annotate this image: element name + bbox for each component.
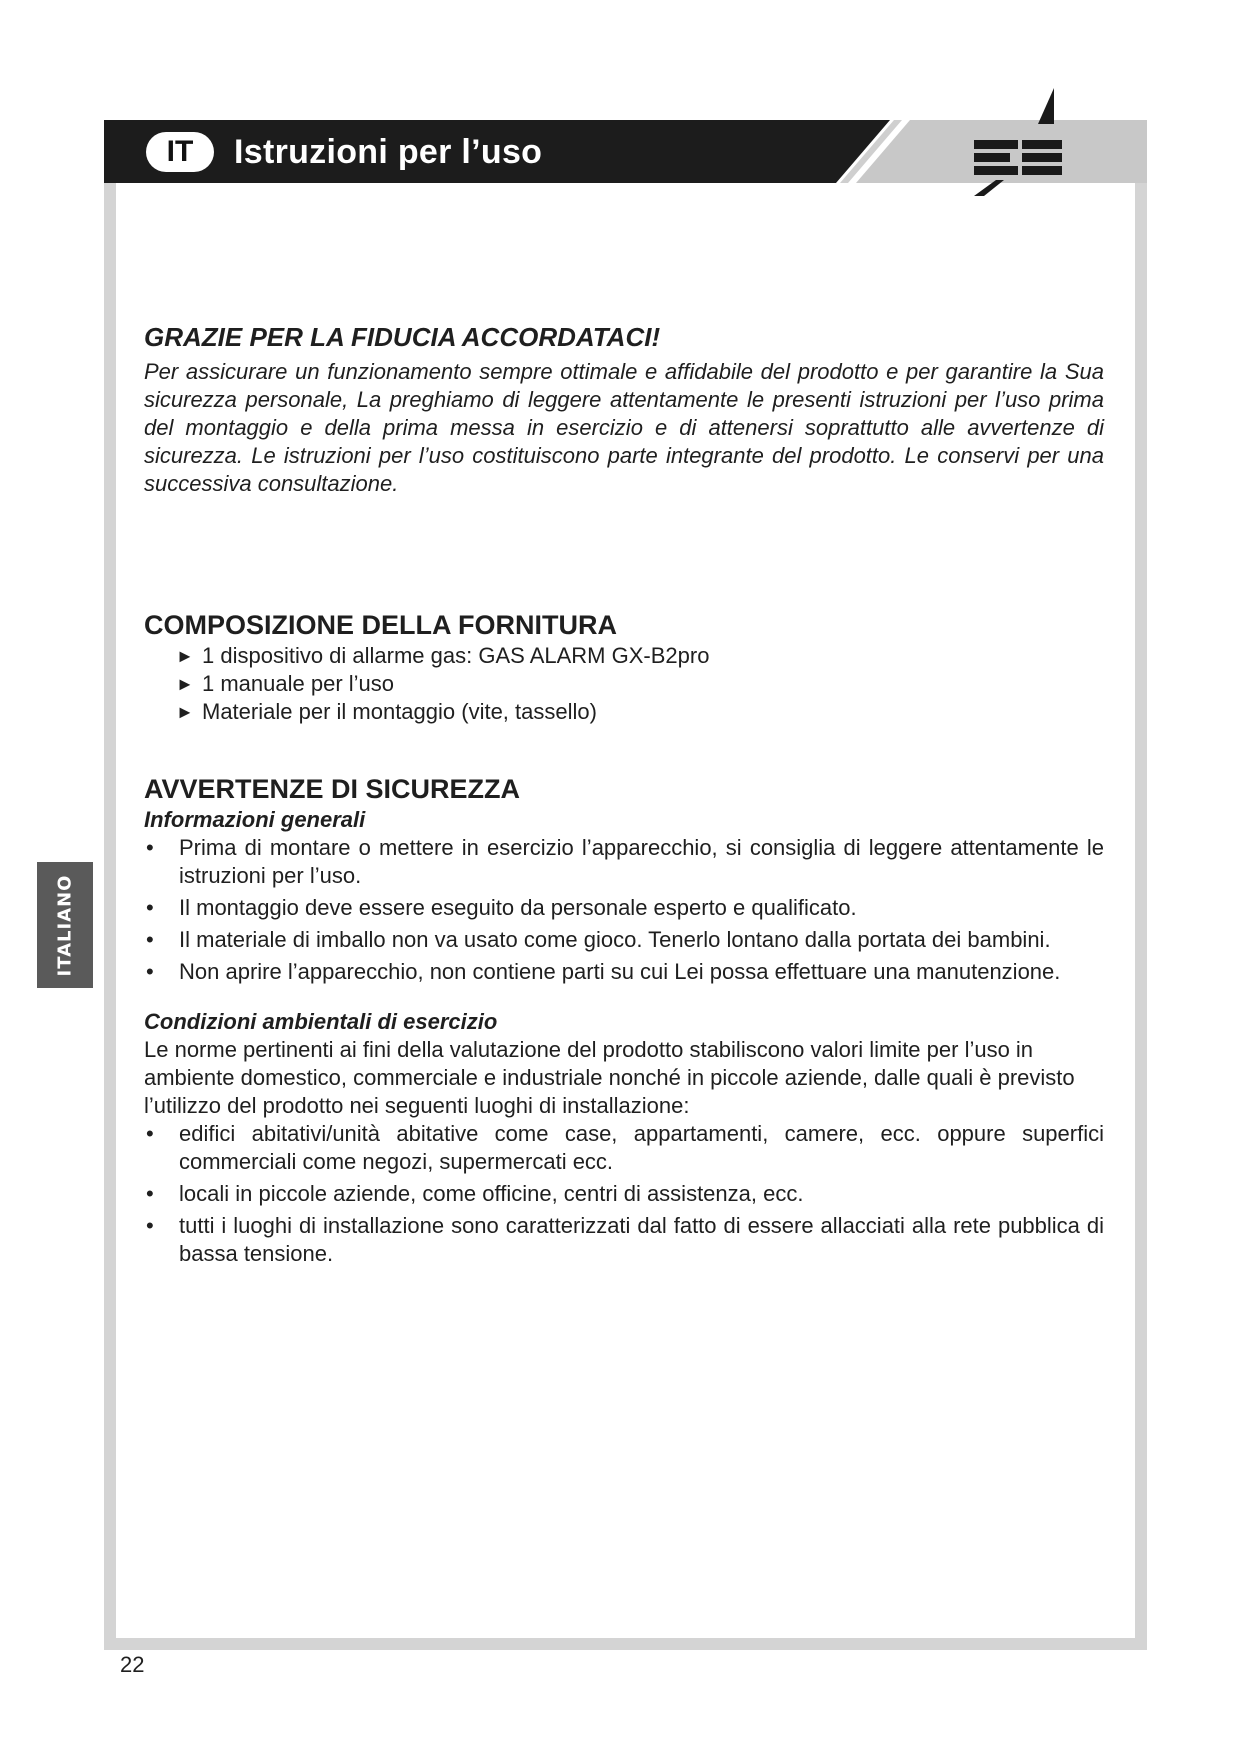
brand-logo — [960, 88, 1072, 201]
list-item-text: tutti i luoghi di installazione sono caratterizzati dal fatto di essere allacciati alla rete pubblica di bassa tensione. — [179, 1213, 1104, 1266]
language-side-tab — [37, 862, 93, 988]
bullet-icon: • — [146, 1181, 154, 1206]
list-item — [144, 894, 1104, 922]
general-info-list — [144, 834, 1104, 986]
page-number: 22 — [120, 1652, 145, 1677]
page-title: Istruzioni per l’uso — [234, 133, 543, 171]
bullet-icon: • — [146, 835, 154, 860]
list-item — [144, 958, 1104, 986]
intro-section — [144, 320, 1104, 498]
bullet-icon: • — [146, 927, 154, 952]
list-item — [144, 834, 1104, 890]
list-item-text: Non aprire l’apparecchio, non contiene parti su cui Lei possa effettuare una manutenzione. — [179, 959, 1061, 984]
intro-title: GRAZIE PER LA FIDUCIA ACCORDATACI! — [144, 322, 661, 352]
list-item — [144, 1120, 1104, 1176]
supply-title: COMPOSIZIONE DELLA FORNITURA — [144, 610, 617, 640]
list-item-text: Il materiale di imballo non va usato come gioco. Tenerlo lontano dalla portata dei bambini. — [179, 927, 1051, 952]
list-item — [176, 670, 1104, 698]
list-item — [144, 926, 1104, 954]
safety-section — [144, 772, 1104, 1268]
list-item-text: Prima di montare o mettere in esercizio l’apparecchio, si consiglia di leggere attentamente le istruzioni per l’uso. — [179, 835, 1104, 888]
environment-list — [144, 1120, 1104, 1268]
environment-text: Le norme pertinenti ai fini della valutazione del prodotto stabiliscono valori limite per l’uso in ambiente domestico, commerciale e industriale nonché in piccole aziende, dalle quali è previsto l’utilizzo del prodotto nei seguenti luoghi di installazione: — [144, 1037, 1075, 1118]
list-item-text: edifici abitativi/unità abitative come case, appartamenti, camere, ecc. oppure superfici commerciali come negozi, supermercati ecc. — [179, 1121, 1104, 1174]
list-item-text: Il montaggio deve essere eseguito da personale esperto e qualificato. — [179, 895, 857, 920]
list-item-text: 1 manuale per l’uso — [202, 671, 395, 696]
bullet-icon: • — [146, 895, 154, 920]
arrow-right-icon: ► — [176, 702, 194, 722]
list-item — [176, 642, 1104, 670]
list-item-text: Materiale per il montaggio (vite, tassello) — [202, 699, 597, 724]
environment-title: Condizioni ambientali di esercizio — [144, 1009, 498, 1034]
arrow-right-icon: ► — [176, 674, 194, 694]
supply-list — [144, 642, 1104, 726]
supply-section — [144, 608, 1104, 726]
language-code-badge: IT — [146, 132, 214, 172]
language-side-tab-label: ITALIANO — [54, 874, 76, 976]
bullet-icon: • — [146, 1213, 154, 1238]
main-content — [144, 320, 1104, 1272]
intro-text: Per assicurare un funzionamento sempre ottimale e affidabile del prodotto e per garantire la Sua sicurezza personale, La preghiamo di leggere attentamente le presenti istruzioni per l’uso prima del montaggio e della prima messa in esercizio e di attenersi soprattutto alle avvertenze di sicurezza. Le istruzioni per l’uso costituiscono parte integrante del prodotto. Le conservi per una successiva consultazione. — [144, 359, 1104, 496]
safety-title: AVVERTENZE DI SICUREZZA — [144, 774, 521, 804]
list-item — [144, 1212, 1104, 1268]
logo-text: ES — [960, 88, 962, 89]
bullet-icon: • — [146, 959, 154, 984]
list-item-text: locali in piccole aziende, come officine, centri di assistenza, ecc. — [179, 1181, 804, 1206]
bullet-icon: • — [146, 1121, 154, 1146]
arrow-right-icon: ► — [176, 646, 194, 666]
list-item — [144, 1180, 1104, 1208]
es-logo-icon — [960, 88, 1072, 196]
general-info-title: Informazioni generali — [144, 807, 366, 832]
list-item — [176, 698, 1104, 726]
list-item-text: 1 dispositivo di allarme gas: GAS ALARM GX-B2pro — [202, 643, 710, 668]
